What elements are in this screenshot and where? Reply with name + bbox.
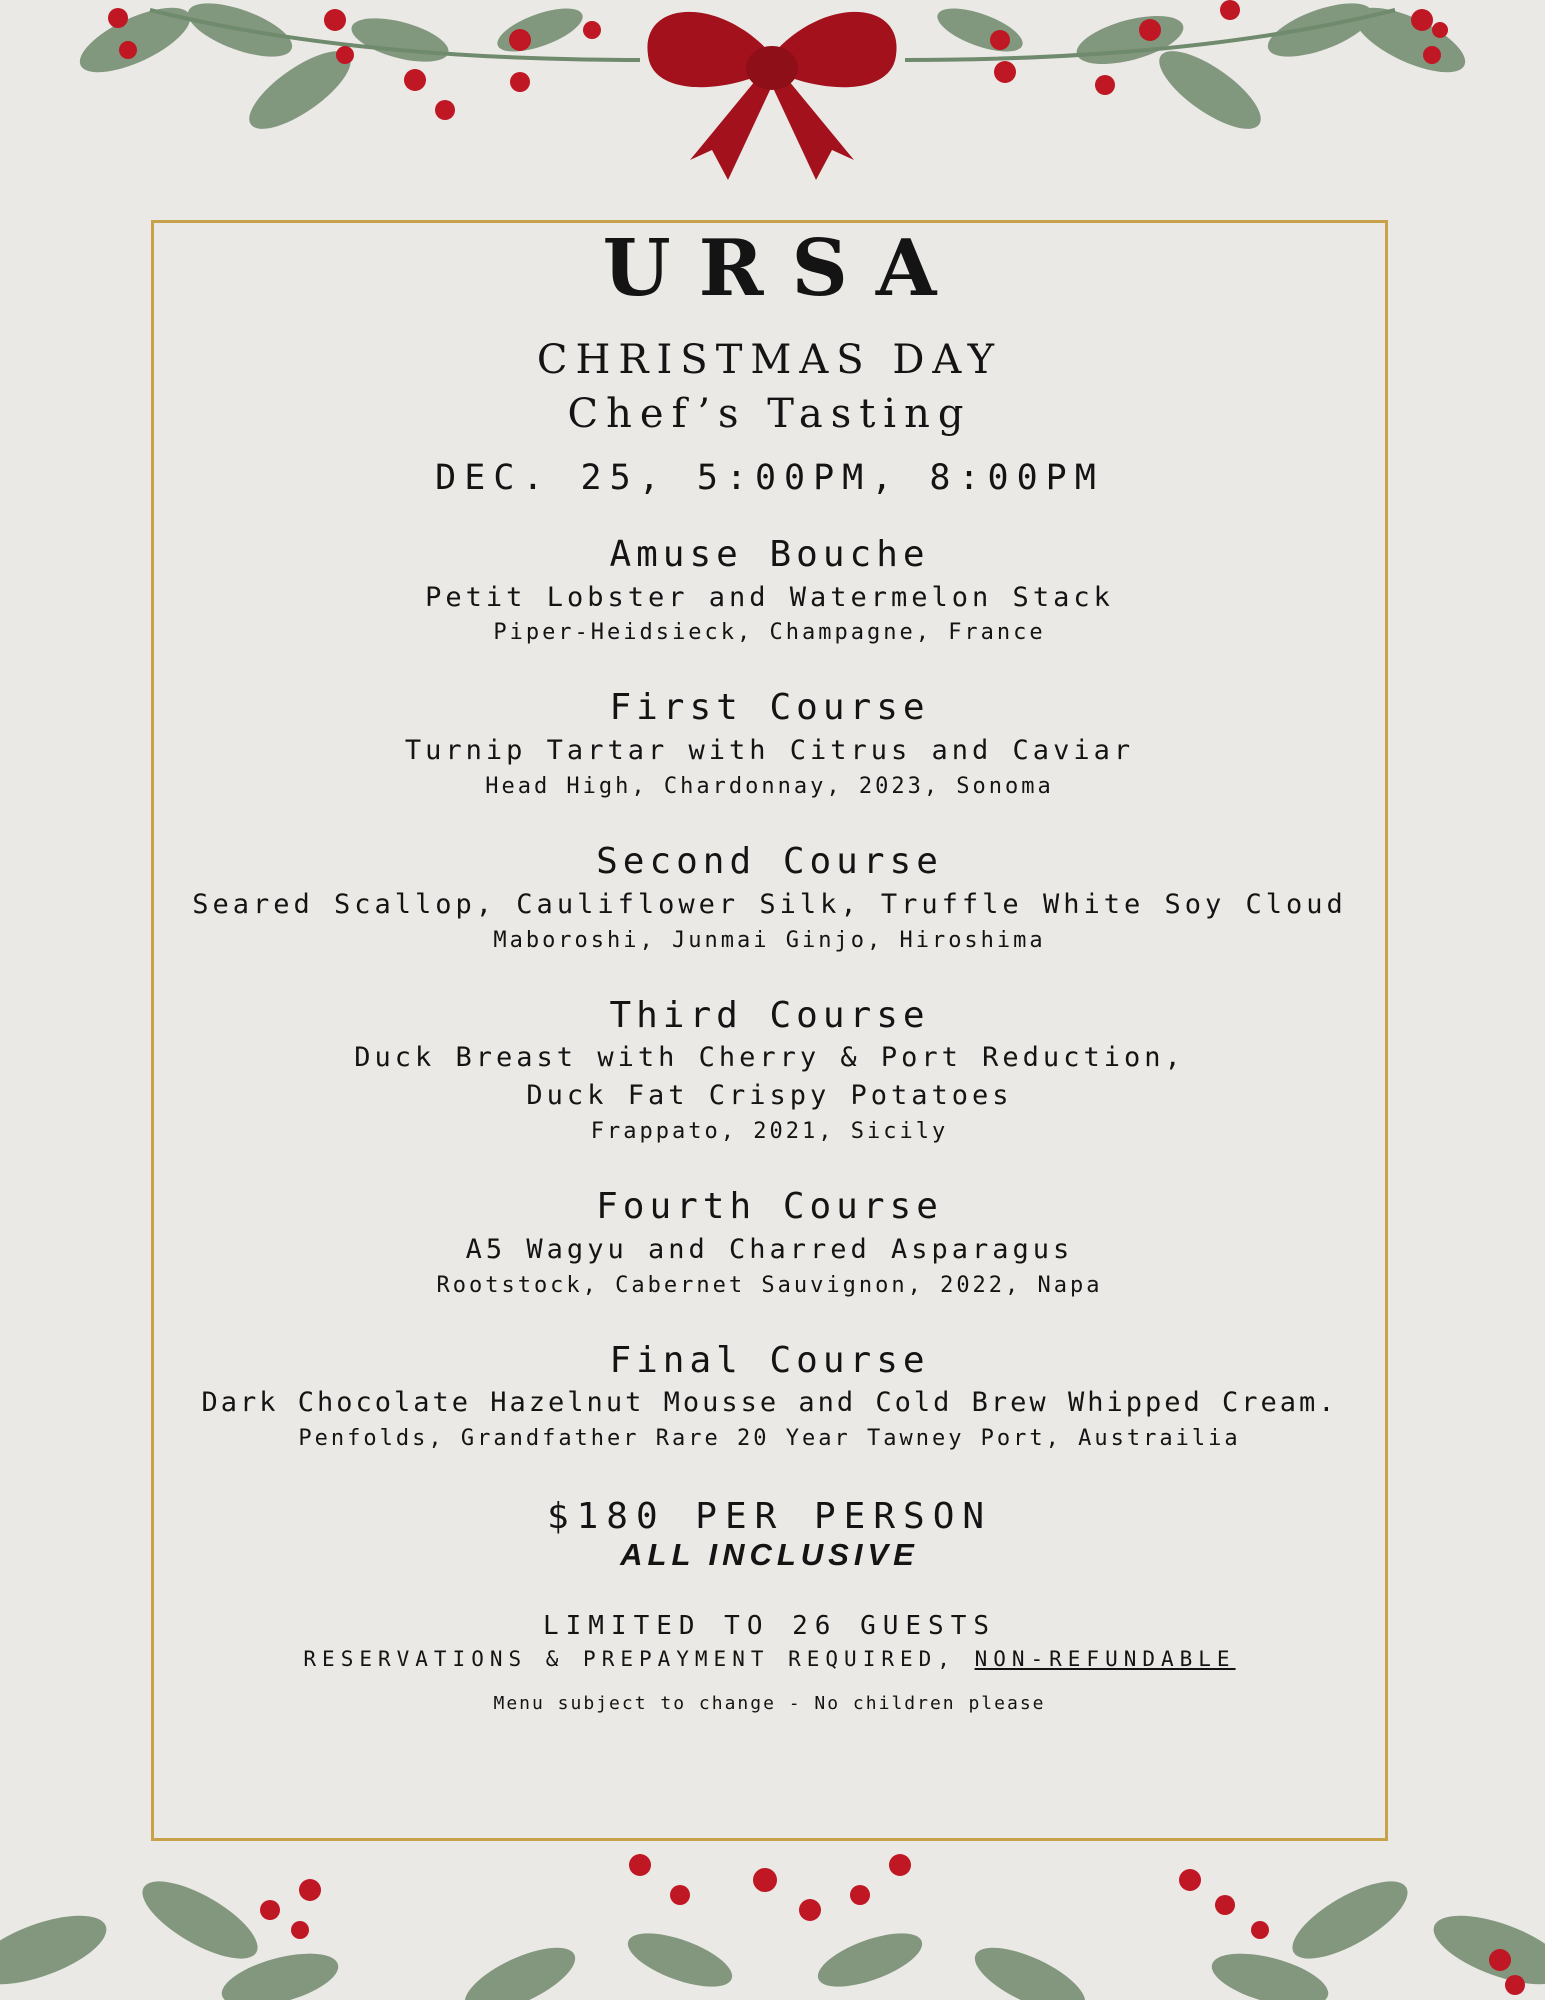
event-date-times: DEC. 25, 5:00PM, 8:00PM	[435, 457, 1104, 498]
course-title: Fourth Course	[596, 1186, 943, 1228]
event-title: CHRISTMAS DAY	[536, 336, 1003, 383]
course-dish: Duck Breast with Cherry & Port Reduction,	[354, 1042, 1185, 1074]
course-section	[151, 993, 1388, 1148]
course-title: Second Course	[596, 841, 943, 883]
course-title: Amuse Bouche	[609, 533, 930, 575]
top-garland-decoration	[0, 0, 1545, 200]
course-pairing: Piper-Heidsieck, Champagne, France	[493, 620, 1046, 646]
course-section	[151, 839, 1388, 957]
event-subtitle: Chef’s Tasting	[567, 390, 972, 437]
menu-footnote: Menu subject to change - No children please	[493, 1693, 1046, 1715]
guest-limit: LIMITED TO 26 GUESTS	[542, 1610, 997, 1641]
course-section	[151, 1184, 1388, 1302]
reservation-requirement: RESERVATIONS & PREPAYMENT REQUIRED,	[303, 1646, 975, 1671]
course-pairing: Head High, Chardonnay, 2023, Sonoma	[485, 774, 1054, 800]
course-dish: Turnip Tartar with Citrus and Caviar	[404, 735, 1135, 767]
course-dish: Dark Chocolate Hazelnut Mousse and Cold Brew Whipped Cream.	[201, 1387, 1338, 1419]
red-bow-icon	[647, 12, 896, 180]
course-section	[151, 1338, 1388, 1456]
course-title: First Course	[609, 687, 930, 729]
course-dish: Petit Lobster and Watermelon Stack	[425, 581, 1114, 613]
course-pairing: Rootstock, Cabernet Sauvignon, 2022, Napa	[436, 1272, 1103, 1298]
course-dish: Seared Scallop, Cauliflower Silk, Truffle White Soy Cloud	[192, 888, 1347, 920]
all-inclusive-label: ALL INCLUSIVE	[620, 1537, 919, 1573]
course-title: Third Course	[609, 994, 930, 1036]
course-pairing: Frappato, 2021, Sicily	[590, 1119, 949, 1145]
course-pairing: Maboroshi, Junmai Ginjo, Hiroshima	[493, 927, 1046, 953]
bottom-garland-decoration	[0, 1850, 1545, 2000]
course-dish: A5 Wagyu and Charred Asparagus	[465, 1233, 1074, 1265]
non-refundable-label: NON-REFUNDABLE	[974, 1646, 1236, 1671]
course-section	[151, 532, 1388, 650]
course-section	[151, 685, 1388, 803]
course-pairing: Penfolds, Grandfather Rare 20 Year Tawney Port, Austrailia	[298, 1426, 1241, 1452]
price-per-person: $180 PER PERSON	[546, 1496, 993, 1538]
restaurant-name: URSA	[602, 223, 965, 314]
menu-content	[151, 220, 1388, 1714]
course-title: Final Course	[609, 1339, 930, 1381]
reservation-terms	[151, 1644, 1388, 1676]
course-dish: Duck Fat Crispy Potatoes	[526, 1080, 1013, 1112]
